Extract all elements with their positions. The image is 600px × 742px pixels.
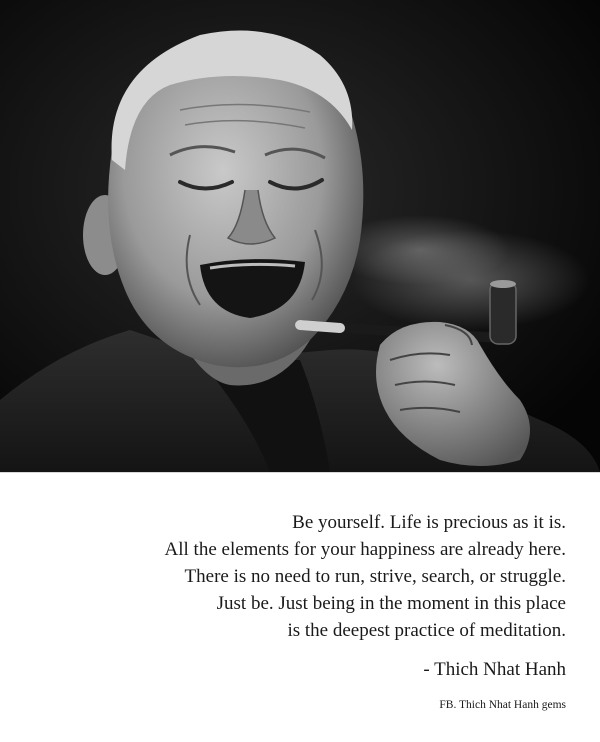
quote-line: All the elements for your happiness are already here. <box>164 539 566 560</box>
quote-line: There is no need to run, strive, search, or struggle. <box>184 566 566 587</box>
quote-line: is the deepest practice of meditation. <box>287 620 566 641</box>
quote-caption <box>0 472 600 742</box>
pipe-bowl <box>490 282 516 344</box>
pipe-mouthpiece <box>300 325 340 328</box>
pipe-bowl-rim <box>490 280 516 288</box>
quote-line: Just be. Just being in the moment in this place <box>216 593 566 614</box>
quote-text <box>165 509 566 644</box>
source-credit: FB. Thich Nhat Hanh gems <box>439 699 566 711</box>
quote-line: Be yourself. Life is precious as it is. <box>292 512 566 533</box>
quote-author: - Thich Nhat Hanh <box>423 659 566 680</box>
